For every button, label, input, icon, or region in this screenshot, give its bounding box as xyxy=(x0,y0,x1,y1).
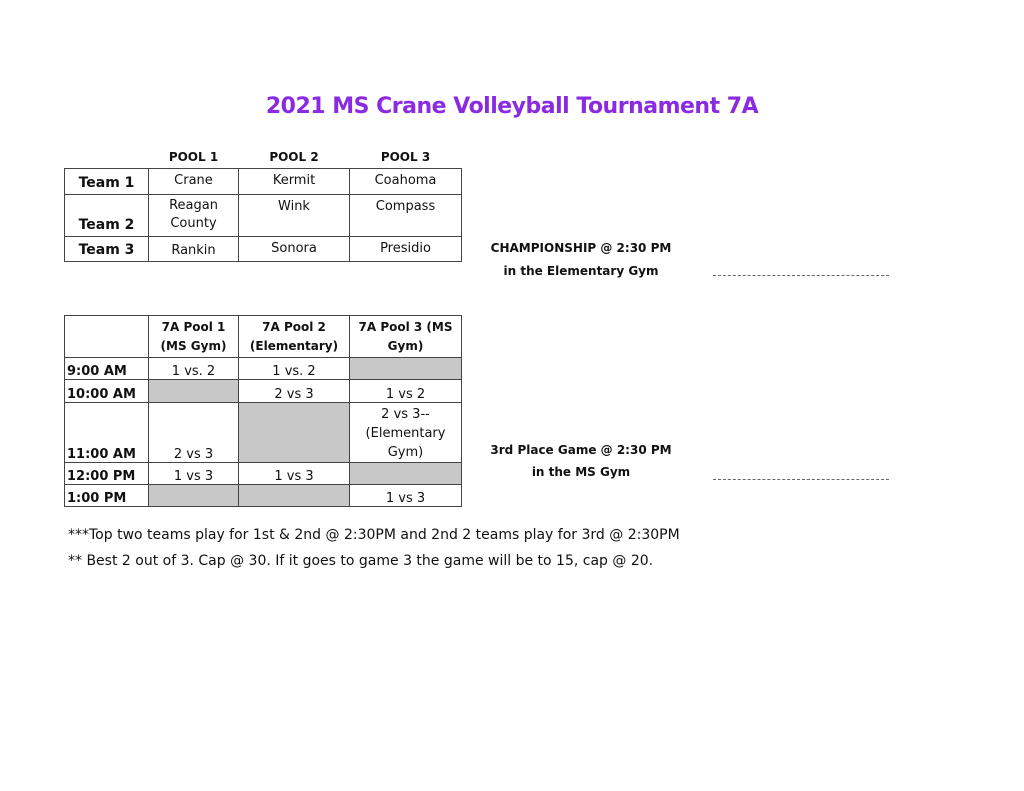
slot-0100-pool-1 xyxy=(149,485,239,507)
championship-title: CHAMPIONSHIP @ 2:30 PM xyxy=(490,241,672,255)
schedule-header-blank xyxy=(65,316,149,358)
third-place-title: 3rd Place Game @ 2:30 PM xyxy=(490,443,672,457)
slot-1000-pool-3: 1 vs 2 xyxy=(350,380,462,403)
team-1-pool-2: Kermit xyxy=(239,169,350,195)
slot-1000-pool-1 xyxy=(149,380,239,403)
slot-1000-pool-2: 2 vs 3 xyxy=(239,380,350,403)
team-2-pool-1: Reagan County xyxy=(149,195,239,237)
championship-location: in the Elementary Gym xyxy=(503,264,659,278)
time-1100: 11:00 AM xyxy=(65,403,149,463)
team-2-label: Team 2 xyxy=(65,195,149,237)
schedule-table xyxy=(64,315,462,507)
pools-table xyxy=(64,146,462,262)
page-title: 2021 MS Crane Volleyball Tournament 7A xyxy=(265,94,759,119)
team-3-label: Team 3 xyxy=(65,237,149,262)
schedule-pool-3-header: 7A Pool 3 (MS Gym) xyxy=(350,316,462,358)
time-0900: 9:00 AM xyxy=(65,358,149,380)
slot-1200-pool-1: 1 vs 3 xyxy=(149,463,239,485)
third-place-location: in the MS Gym xyxy=(531,465,631,479)
slot-1100-pool-1: 2 vs 3 xyxy=(149,403,239,463)
championship-result-line xyxy=(713,275,889,276)
slot-0100-pool-2 xyxy=(239,485,350,507)
pools-header-blank xyxy=(65,146,149,169)
time-1000: 10:00 AM xyxy=(65,380,149,403)
schedule-pool-1-header: 7A Pool 1 (MS Gym) xyxy=(149,316,239,358)
team-2-row xyxy=(65,195,462,237)
team-3-pool-3: Presidio xyxy=(350,237,462,262)
note-seeding: ***Top two teams play for 1st & 2nd @ 2:30PM and 2nd 2 teams play for 3rd @ 2:30PM xyxy=(68,527,680,543)
schedule-pool-2-header: 7A Pool 2 (Elementary) xyxy=(239,316,350,358)
third-place-result-line xyxy=(713,479,889,480)
team-1-pool-3: Coahoma xyxy=(350,169,462,195)
pool-1-header: POOL 1 xyxy=(168,150,219,164)
slot-0900-pool-3 xyxy=(350,358,462,380)
schedule-header-row xyxy=(65,316,462,358)
team-3-pool-2: Sonora xyxy=(239,237,350,262)
pool-3-header: POOL 3 xyxy=(380,150,431,164)
pools-header-row xyxy=(65,146,462,169)
team-3-pool-1: Rankin xyxy=(149,237,239,262)
schedule-row-1000 xyxy=(65,380,462,403)
team-2-pool-2: Wink xyxy=(239,195,350,237)
slot-1100-pool-2 xyxy=(239,403,350,463)
schedule-row-1100 xyxy=(65,403,462,463)
team-3-row xyxy=(65,237,462,262)
schedule-row-0100 xyxy=(65,485,462,507)
team-1-label: Team 1 xyxy=(65,169,149,195)
schedule-row-0900 xyxy=(65,358,462,380)
slot-1200-pool-2: 1 vs 3 xyxy=(239,463,350,485)
slot-0900-pool-1: 1 vs. 2 xyxy=(149,358,239,380)
slot-0900-pool-2: 1 vs. 2 xyxy=(239,358,350,380)
note-scoring: ** Best 2 out of 3. Cap @ 30. If it goes to game 3 the game will be to 15, cap @ 20. xyxy=(68,553,654,569)
pool-2-header: POOL 2 xyxy=(269,150,319,164)
slot-1100-pool-3: 2 vs 3-- (Elementary Gym) xyxy=(350,403,462,463)
team-2-pool-3: Compass xyxy=(350,195,462,237)
schedule-row-1200 xyxy=(65,463,462,485)
time-1200: 12:00 PM xyxy=(65,463,149,485)
team-1-row xyxy=(65,169,462,195)
time-0100: 1:00 PM xyxy=(65,485,149,507)
team-1-pool-1: Crane xyxy=(149,169,239,195)
slot-0100-pool-3: 1 vs 3 xyxy=(350,485,462,507)
slot-1200-pool-3 xyxy=(350,463,462,485)
